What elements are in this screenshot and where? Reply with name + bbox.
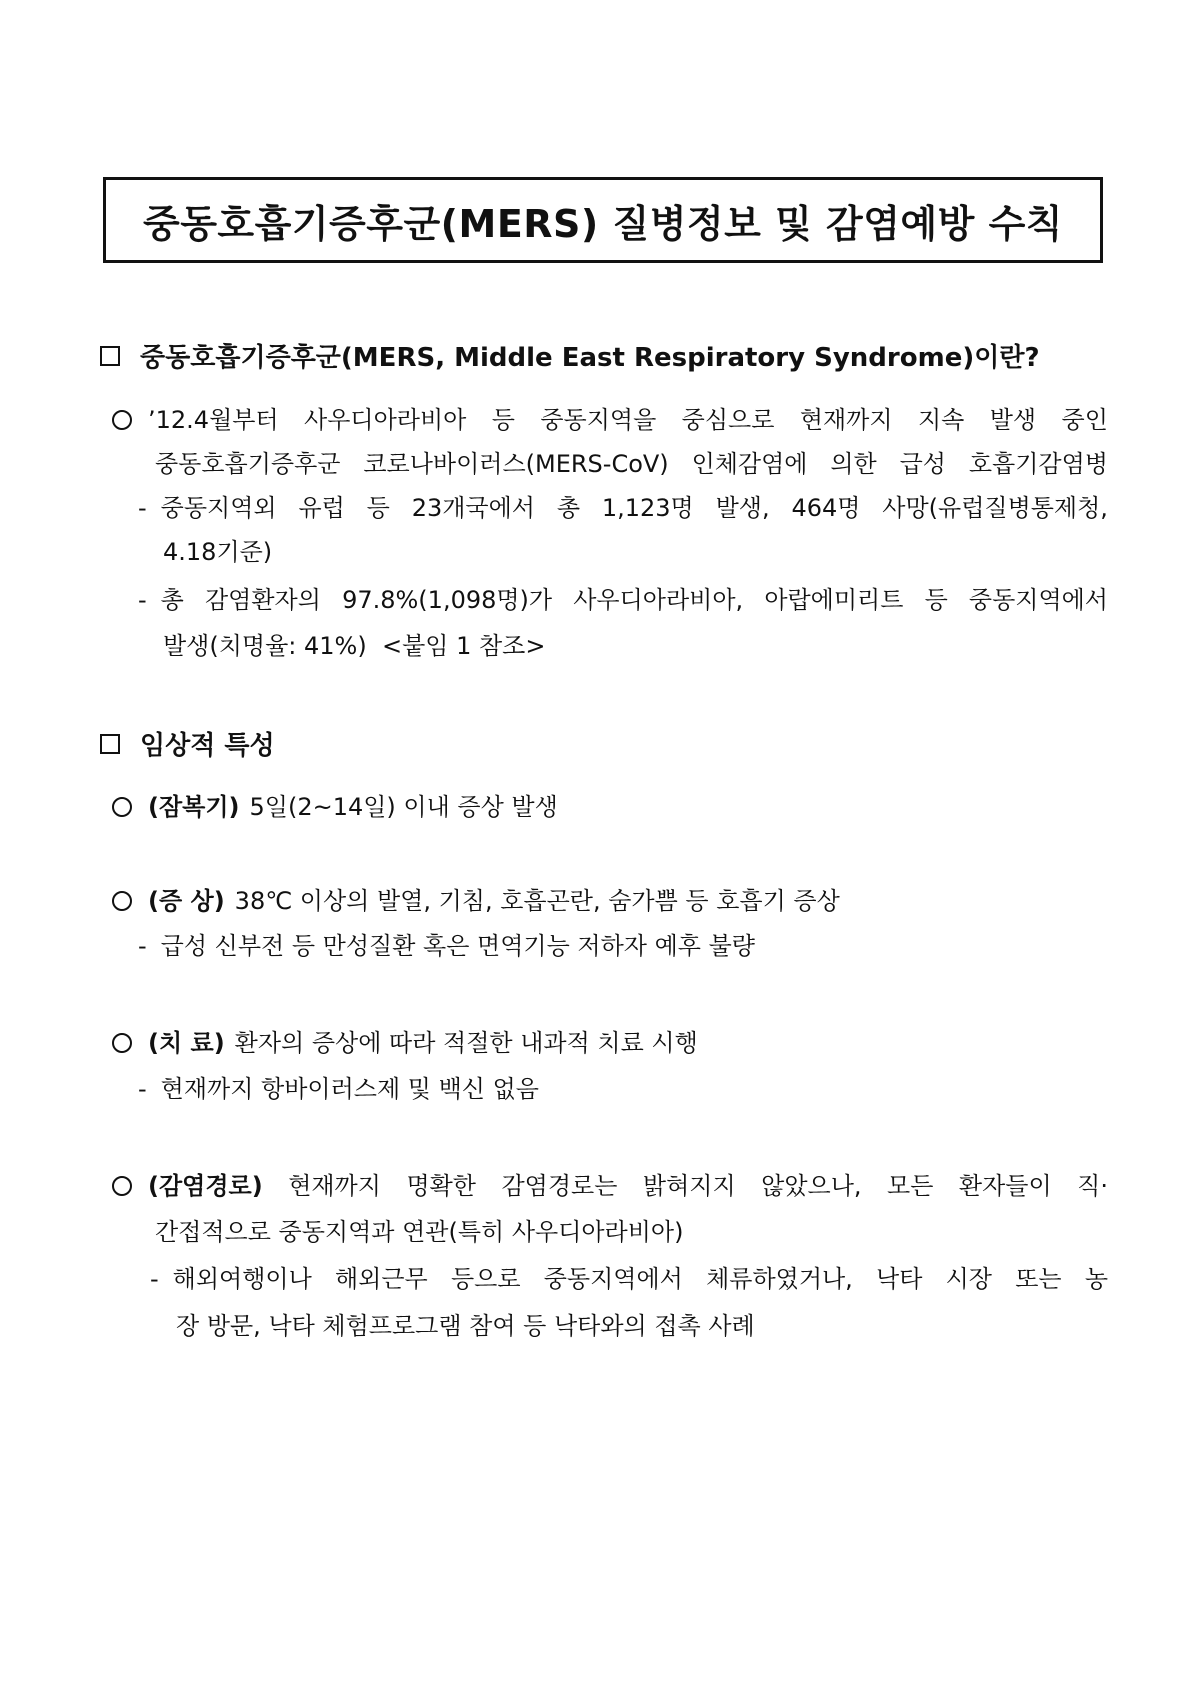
route-sub-line2: 장 방문, 낙타 체험프로그램 참여 등 낙타와의 접촉 사례	[176, 1312, 755, 1340]
word: 감염경로는	[501, 1172, 618, 1200]
route-sub-line1-row	[150, 1267, 1108, 1291]
word: 인체감염에	[691, 450, 808, 478]
word: 농	[1084, 1265, 1108, 1293]
section1-heading	[100, 337, 1040, 374]
word: 발생,	[715, 494, 770, 522]
word: 현재까지	[288, 1172, 381, 1200]
dash-bullet-icon: -	[138, 494, 147, 522]
word: 체류하였거나,	[706, 1265, 853, 1293]
word: 해외근무	[335, 1265, 428, 1293]
word: 직·	[1077, 1172, 1108, 1200]
circle-bullet-icon	[112, 797, 132, 817]
word: 코로나바이러스(MERS-CoV)	[363, 450, 669, 478]
incubation-item	[112, 795, 558, 819]
dash-bullet-icon: -	[138, 586, 147, 614]
dash-bullet-icon: -	[138, 1075, 147, 1103]
word: 사망(유럽질병통제청,	[882, 494, 1108, 522]
word: 아랍에미리트	[764, 586, 904, 614]
symptoms-sub-text: 급성 신부전 등 만성질환 혹은 면역기능 저하자 예후 불량	[160, 932, 755, 960]
symptoms-item	[112, 889, 840, 913]
word: 등으로	[450, 1265, 521, 1293]
word: 유럽	[298, 494, 345, 522]
sub1-line1-row	[138, 496, 1108, 520]
sub2-line2: 발생(치명율: 41%) <붙임 1 참조>	[163, 632, 546, 660]
symptoms-sub	[138, 934, 755, 958]
word: 중동호흡기증후군	[155, 450, 341, 478]
word: 등	[491, 406, 515, 434]
sub2-line1-row	[138, 588, 1108, 612]
route-line2: 간접적으로 중동지역과 연관(특히 사우디아라비아)	[155, 1218, 684, 1246]
word: 중인	[1061, 406, 1108, 434]
word: 중심으로	[681, 406, 775, 434]
circle-bullet-icon	[112, 410, 132, 430]
sub1-line2: 4.18기준)	[163, 538, 273, 566]
word: 의한	[830, 450, 877, 478]
word: 지속	[917, 406, 965, 434]
section1-heading-text: 중동호흡기증후군(MERS, Middle East Respiratory Syndrome)이란?	[140, 343, 1040, 373]
word: 중동지역외	[160, 494, 277, 522]
bullet1-line1-row	[112, 408, 1108, 432]
word: 발생	[989, 406, 1037, 434]
word: 23개국에서	[411, 494, 535, 522]
word: 해외여행이나	[172, 1265, 312, 1293]
word: 시장	[945, 1265, 992, 1293]
symptoms-label: (증 상)	[148, 887, 225, 915]
word: 사우디아라비아,	[573, 586, 744, 614]
word: 총	[556, 494, 580, 522]
word: 사우디아라비아	[304, 406, 467, 434]
treatment-sub	[138, 1077, 539, 1101]
section2-heading	[100, 725, 275, 762]
circle-bullet-icon	[112, 1033, 132, 1053]
word: 중동지역에서	[543, 1265, 683, 1293]
word: 현재까지	[799, 406, 893, 434]
word: ’12.4월부터	[148, 406, 279, 434]
word: 또는	[1015, 1265, 1062, 1293]
treatment-item	[112, 1031, 698, 1055]
circle-bullet-icon	[112, 891, 132, 911]
incubation-label: (잠복기)	[148, 793, 240, 821]
title-box	[103, 177, 1103, 263]
treatment-text: 환자의 증상에 따라 적절한 내과적 치료 시행	[234, 1029, 698, 1057]
word: 밝혀지지	[642, 1172, 736, 1200]
route-line1-row	[112, 1174, 1108, 1198]
word: 호흡기감염병	[968, 450, 1108, 478]
dash-bullet-icon: -	[138, 932, 147, 960]
route-label: (감염경로)	[148, 1172, 263, 1200]
word: 등	[924, 586, 948, 614]
word: 중동지역에서	[968, 586, 1108, 614]
section2-heading-text: 임상적 특성	[140, 731, 275, 761]
word: 모든	[887, 1172, 934, 1200]
word: 등	[366, 494, 390, 522]
checkbox-icon	[100, 346, 120, 366]
word: 급성	[899, 450, 946, 478]
incubation-text: 5일(2~14일) 이내 증상 발생	[249, 793, 558, 821]
word: 97.8%(1,098명)가	[342, 586, 553, 614]
checkbox-icon	[100, 734, 120, 754]
word: 낙타	[876, 1265, 923, 1293]
word: 464명	[791, 494, 861, 522]
circle-bullet-icon	[112, 1176, 132, 1196]
word: 않았으나,	[761, 1172, 862, 1200]
treatment-sub-text: 현재까지 항바이러스제 및 백신 없음	[160, 1075, 539, 1103]
dash-bullet-icon: -	[150, 1265, 159, 1293]
word: 중동지역을	[540, 406, 657, 434]
word: 총	[160, 586, 184, 614]
word: 1,123명	[601, 494, 694, 522]
word: 환자들이	[958, 1172, 1052, 1200]
word: 명확한	[406, 1172, 476, 1200]
symptoms-text: 38℃ 이상의 발열, 기침, 호흡곤란, 숨가쁨 등 호흡기 증상	[234, 887, 840, 915]
bullet1-line2-row	[155, 452, 1108, 476]
treatment-label: (치 료)	[148, 1029, 225, 1057]
word: 감염환자의	[205, 586, 321, 614]
page-title: 중동호흡기증후군(MERS) 질병정보 및 감염예방 수칙	[142, 201, 1063, 246]
